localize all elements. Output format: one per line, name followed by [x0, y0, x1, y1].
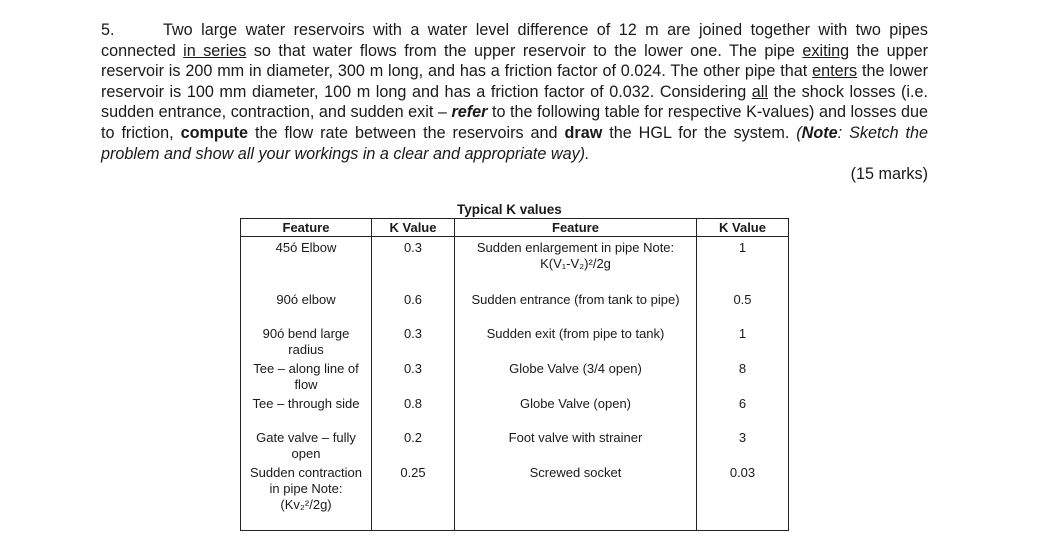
problem-number: 5. [101, 21, 115, 39]
column-header: K Value [697, 219, 789, 237]
text-segment: the upper reservoir is 200 mm in diameter, 300 m long, and has a friction factor of 0.024. The other pipe that [101, 41, 928, 81]
feature-cell: Sudden entrance (from tank to pipe) [455, 289, 697, 323]
column-header: K Value [372, 219, 455, 237]
k-values-table [240, 218, 789, 531]
marks-label: (15 marks) [850, 165, 928, 184]
feature-cell: Tee – through side [241, 393, 372, 427]
table-row [241, 358, 789, 393]
note-text: : Sketch the problem and show all your workings in a clear and appropriate way). [101, 123, 929, 163]
table-caption: Typical K values [457, 202, 562, 217]
text-segment: the shock losses (i.e. sudden entrance, contraction, and sudden exit – [101, 82, 928, 122]
bold-italic-text: refer [451, 103, 488, 122]
feature-cell: Gate valve – fully open [241, 427, 372, 462]
k-value-cell: 0.03 [697, 462, 789, 531]
feature-cell: Globe Valve (open) [455, 393, 697, 427]
text-segment: the lower reservoir is 100 mm diameter, 100 m long and has a friction factor of 0.032. Considering [101, 62, 928, 101]
k-value-cell: 0.6 [372, 289, 455, 323]
k-value-cell: 0.3 [372, 237, 455, 289]
bold-text: compute [180, 123, 249, 142]
table-row [241, 237, 789, 289]
feature-cell: Foot valve with strainer [455, 427, 697, 462]
k-value-cell: 3 [697, 427, 789, 462]
column-header: Feature [241, 219, 372, 237]
table-row [241, 427, 789, 462]
feature-cell: Sudden contraction in pipe Note: (Kv₂²/2g) [241, 462, 372, 531]
k-value-cell: 8 [697, 358, 789, 393]
underlined-text: in series [183, 41, 247, 60]
text-segment: the HGL for the system. [602, 123, 797, 142]
problem-body [101, 20, 928, 164]
column-header: Feature [455, 219, 697, 237]
k-value-cell: 0.8 [372, 393, 455, 427]
marks-line [101, 164, 928, 185]
k-value-cell: 1 [697, 237, 789, 289]
table-row [241, 393, 789, 427]
k-value-cell: 6 [697, 393, 789, 427]
underlined-text: exiting [802, 41, 850, 60]
feature-cell: 90ó bend large radius [241, 323, 372, 358]
note-open: ( [796, 123, 802, 142]
table-row [241, 323, 789, 358]
table-header-row [241, 219, 789, 237]
bold-text: draw [564, 123, 603, 142]
table-row [241, 289, 789, 323]
underlined-text: all [751, 82, 768, 101]
underlined-text: enters [812, 62, 858, 81]
table-row [241, 462, 789, 531]
k-value-cell: 0.25 [372, 462, 455, 531]
text-segment: Two large water reservoirs with a water level difference of 12 m are joined together with two pipes connected [101, 21, 928, 60]
problem-statement [101, 20, 928, 185]
feature-cell: Sudden enlargement in pipe Note: K(V₁-V₂)²/2g [455, 237, 697, 289]
feature-cell: 45ó Elbow [241, 237, 372, 289]
k-value-cell: 0.5 [697, 289, 789, 323]
text-segment: to the following table for respective K-values) and losses due to friction, [101, 103, 928, 142]
k-value-cell: 0.3 [372, 358, 455, 393]
feature-cell: Globe Valve (3/4 open) [455, 358, 697, 393]
feature-cell: Tee – along line of flow [241, 358, 372, 393]
feature-cell: 90ó elbow [241, 289, 372, 323]
feature-cell: Sudden exit (from pipe to tank) [455, 323, 697, 358]
k-value-cell: 0.3 [372, 323, 455, 358]
text-segment: the flow rate between the reservoirs and [248, 123, 565, 142]
note-label: Note [801, 123, 838, 142]
k-value-cell: 0.2 [372, 427, 455, 462]
feature-cell: Screwed socket [455, 462, 697, 531]
text-segment: so that water flows from the upper reservoir to the lower one. The pipe [246, 41, 803, 60]
k-value-cell: 1 [697, 323, 789, 358]
